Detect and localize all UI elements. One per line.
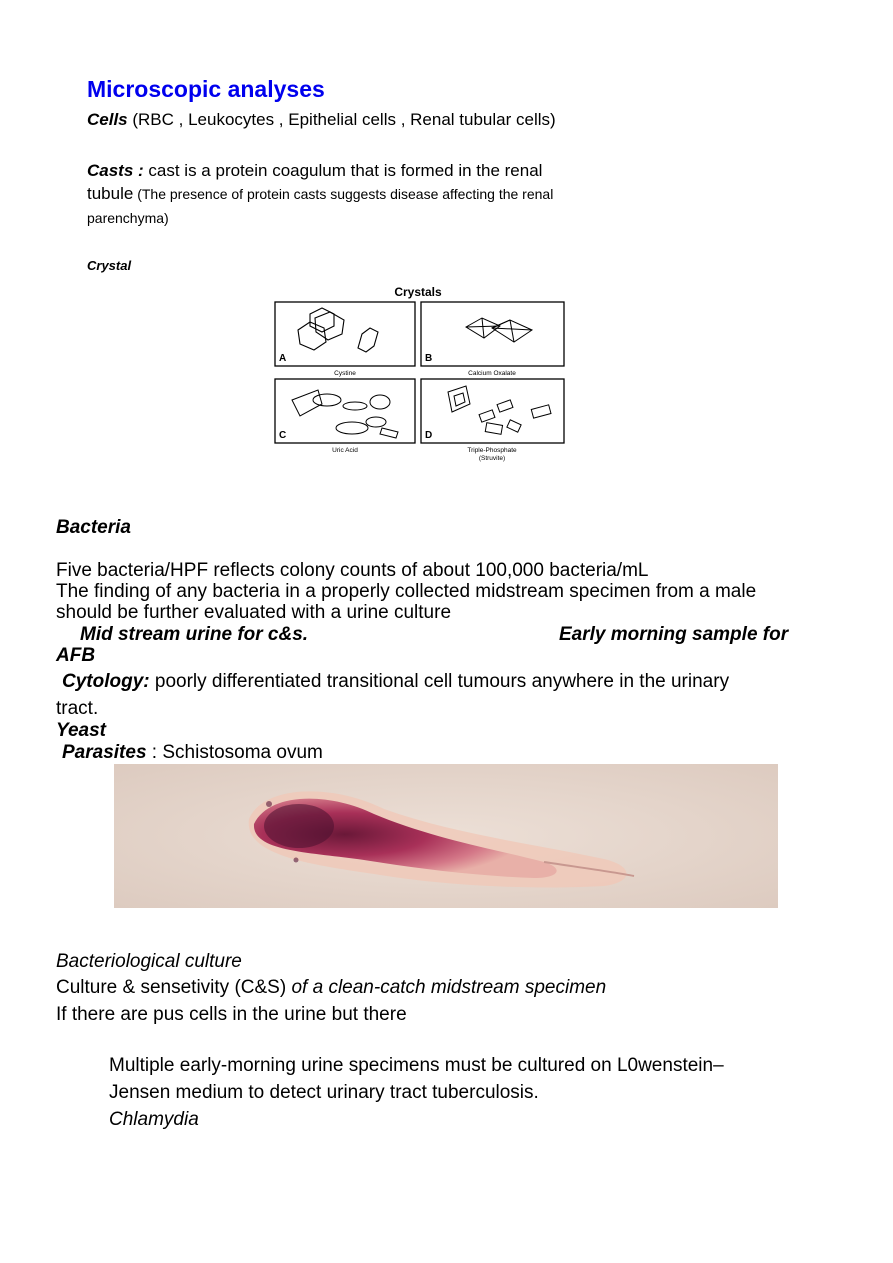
pus-cells-line: If there are pus cells in the urine but there bbox=[56, 1004, 407, 1025]
bacteria-heading: Bacteria bbox=[56, 517, 131, 538]
early-morning-note: Early morning sample for bbox=[559, 624, 789, 645]
cytology-label: Cytology: bbox=[62, 671, 150, 692]
culture-sensitivity-italic: of a clean-catch midstream specimen bbox=[291, 977, 607, 998]
cells-text: (RBC , Leukocytes , Epithelial cells , Renal tubular cells) bbox=[127, 110, 556, 129]
panel-b-letter: B bbox=[425, 353, 433, 364]
tb-line-2: Jensen medium to detect urinary tract tuberculosis. bbox=[109, 1082, 539, 1103]
culture-sensitivity-line bbox=[56, 977, 606, 998]
crystals-figure bbox=[270, 282, 570, 472]
casts-text: cast is a protein coagulum that is formed in the renal tubule bbox=[87, 161, 543, 203]
midstream-note: Mid stream urine for c&s. bbox=[80, 624, 309, 645]
cells-paragraph bbox=[87, 108, 557, 131]
crystal-label: Crystal bbox=[87, 258, 132, 273]
cells-label: Cells bbox=[87, 110, 128, 129]
cytology-line bbox=[62, 671, 729, 692]
panel-d-caption-2: (Struvite) bbox=[478, 455, 506, 462]
culture-heading: Bacteriological culture bbox=[56, 951, 242, 972]
parasites-text: : Schistosoma ovum bbox=[146, 742, 323, 763]
panel-c-letter: C bbox=[279, 430, 287, 441]
crystals-figure-title: Crystals bbox=[394, 285, 442, 299]
chlamydia-label: Chlamydia bbox=[109, 1109, 199, 1130]
bacteria-line-3: should be further evaluated with a urine culture bbox=[56, 602, 452, 623]
parasites-label: Parasites bbox=[62, 742, 147, 763]
panel-a-frame bbox=[275, 302, 415, 366]
calcium-oxalate-crystals bbox=[466, 318, 532, 342]
afb-note: AFB bbox=[56, 645, 96, 666]
cytology-text: poorly differentiated transitional cell tumours anywhere in the urinary bbox=[149, 671, 730, 692]
panel-a-letter: A bbox=[279, 353, 287, 364]
cytology-continuation: tract. bbox=[56, 698, 99, 719]
tb-line-1: Multiple early-morning urine specimens must be cultured on L0wenstein– bbox=[109, 1055, 724, 1076]
yeast-label: Yeast bbox=[56, 720, 106, 741]
schistosoma-micrograph bbox=[114, 764, 778, 908]
uric-acid-crystals bbox=[292, 390, 398, 438]
panel-d-caption: Triple-Phosphate bbox=[467, 447, 517, 454]
panel-d-letter: D bbox=[425, 430, 433, 441]
bacteria-line-1: Five bacteria/HPF reflects colony counts of about 100,000 bacteria/mL bbox=[56, 560, 649, 581]
casts-note: (The presence of protein casts suggests disease affecting the renal parenchyma) bbox=[87, 186, 554, 226]
panel-c-caption: Uric Acid bbox=[332, 447, 358, 454]
cystine-crystals bbox=[298, 308, 378, 352]
parasites-line bbox=[62, 742, 323, 763]
panel-b-frame bbox=[421, 302, 564, 366]
bacteria-line-2: The finding of any bacteria in a properly collected midstream specimen from a male bbox=[56, 581, 757, 602]
casts-paragraph bbox=[87, 159, 557, 230]
triple-phosphate-crystals bbox=[448, 386, 551, 434]
casts-label: Casts : bbox=[87, 161, 144, 180]
panel-a-caption: Cystine bbox=[334, 370, 356, 377]
culture-sensitivity-text: Culture & sensetivity (C&S) bbox=[56, 977, 292, 998]
panel-b-caption: Calcium Oxalate bbox=[468, 370, 516, 377]
page-title: Microscopic analyses bbox=[87, 76, 325, 102]
